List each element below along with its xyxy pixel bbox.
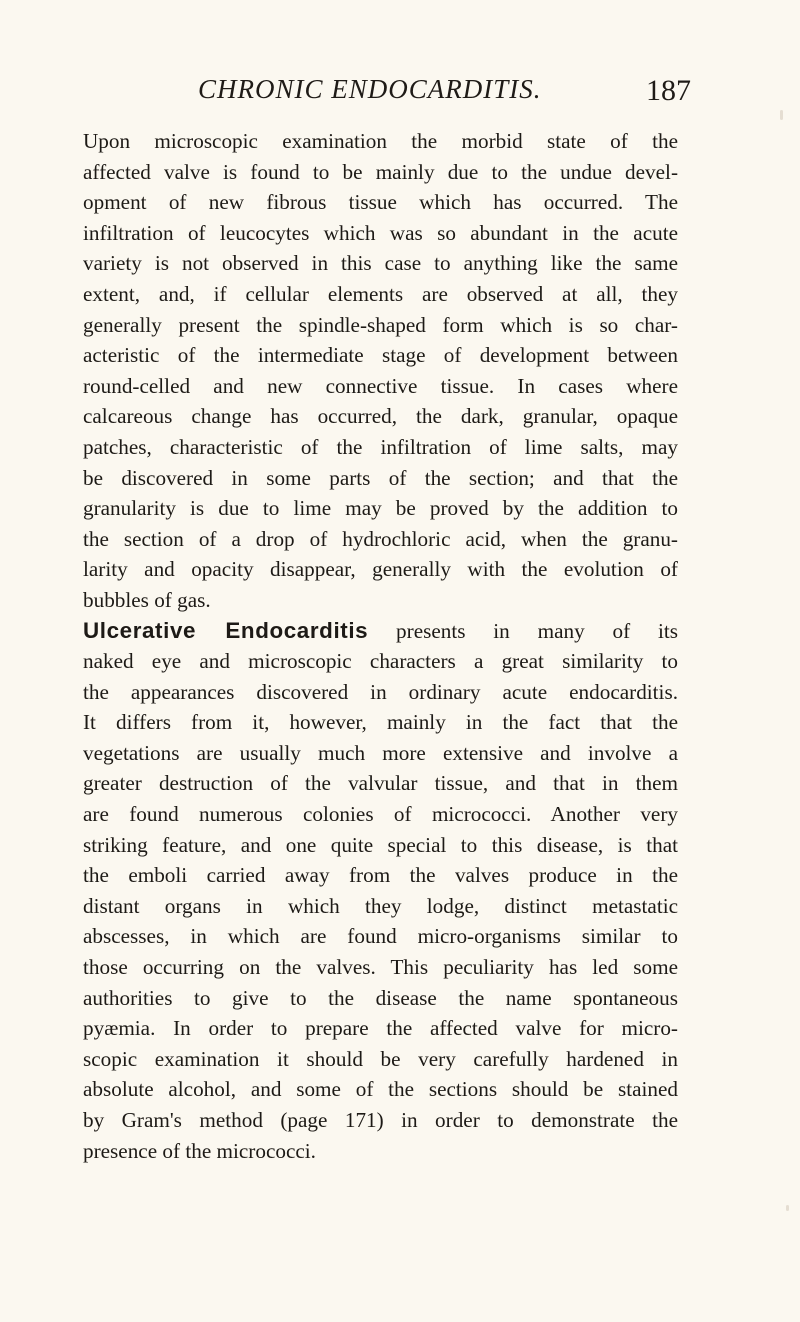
text-line: It differs from it, however, mainly in the fact that the bbox=[83, 710, 678, 735]
running-head bbox=[198, 74, 691, 107]
paragraph-ulcerative-endocarditis bbox=[83, 616, 678, 1167]
main-text bbox=[83, 126, 678, 1166]
text-line: generally present the spindle-shaped form which is so char- bbox=[83, 312, 678, 337]
text-line: acteristic of the intermediate stage of development between bbox=[83, 343, 678, 368]
text-line: vegetations are usually much more extensive and involve a bbox=[83, 740, 678, 765]
text-line: round-celled and new connective tissue. In cases where bbox=[83, 373, 678, 398]
text-line: those occurring on the valves. This peculiarity has led some bbox=[83, 955, 678, 980]
paper-speck bbox=[786, 1205, 789, 1211]
text-line: are found numerous colonies of micrococci. Another very bbox=[83, 802, 678, 827]
text-line: the emboli carried away from the valves produce in the bbox=[83, 863, 678, 888]
text-line: naked eye and microscopic characters a great similarity to bbox=[83, 649, 678, 674]
text-line-with-lead bbox=[83, 616, 678, 647]
text-line: Upon microscopic examination the morbid state of the bbox=[83, 129, 678, 153]
running-title: CHRONIC ENDOCARDITIS. bbox=[198, 74, 542, 104]
text-line: greater destruction of the valvular tissue, and that in them bbox=[83, 771, 678, 796]
text-line: bubbles of gas. bbox=[83, 587, 211, 612]
paragraph-microscopic-examination bbox=[83, 126, 678, 616]
text-line: extent, and, if cellular elements are observed at all, they bbox=[83, 281, 678, 306]
text-line: pyæmia. In order to prepare the affected valve for micro- bbox=[83, 1016, 678, 1041]
text-line: striking feature, and one quite special to this disease, is that bbox=[83, 832, 678, 857]
paper-speck bbox=[780, 110, 783, 120]
text-line: the section of a drop of hydrochloric acid, when the granu- bbox=[83, 526, 678, 551]
text-line: infiltration of leucocytes which was so abundant in the acute bbox=[83, 220, 678, 245]
text-line: absolute alcohol, and some of the sections should be stained bbox=[83, 1077, 678, 1102]
text-line: opment of new fibrous tissue which has occurred. The bbox=[83, 190, 678, 215]
text-line: calcareous change has occurred, the dark, granular, opaque bbox=[83, 404, 678, 429]
text-line: presence of the micrococci. bbox=[83, 1138, 316, 1163]
text-line: abscesses, in which are found micro-organisms similar to bbox=[83, 924, 678, 949]
text-line: distant organs in which they lodge, distinct metastatic bbox=[83, 893, 678, 918]
text-line: granularity is due to lime may be proved by the addition to bbox=[83, 496, 678, 521]
section-lead-heading: Ulcerative Endocarditis bbox=[83, 617, 369, 643]
text-line: by Gram's method (page 171) in order to demonstrate the bbox=[83, 1108, 678, 1132]
text-line: be discovered in some parts of the section; and that the bbox=[83, 465, 678, 490]
text-line: authorities to give to the disease the name spontaneous bbox=[83, 985, 678, 1010]
text-line: larity and opacity disappear, generally with the evolution of bbox=[83, 557, 678, 582]
text-line: affected valve is found to be mainly due to the undue devel- bbox=[83, 159, 678, 184]
text-line: the appearances discovered in ordinary acute endocarditis. bbox=[83, 679, 678, 704]
lead-line-rest: presents in many of its bbox=[396, 618, 678, 643]
text-line: scopic examination it should be very carefully hardened in bbox=[83, 1046, 678, 1071]
text-line: variety is not observed in this case to anything like the same bbox=[83, 251, 678, 276]
text-line: patches, characteristic of the infiltration of lime salts, may bbox=[83, 434, 678, 459]
page-number: 187 bbox=[646, 74, 691, 107]
